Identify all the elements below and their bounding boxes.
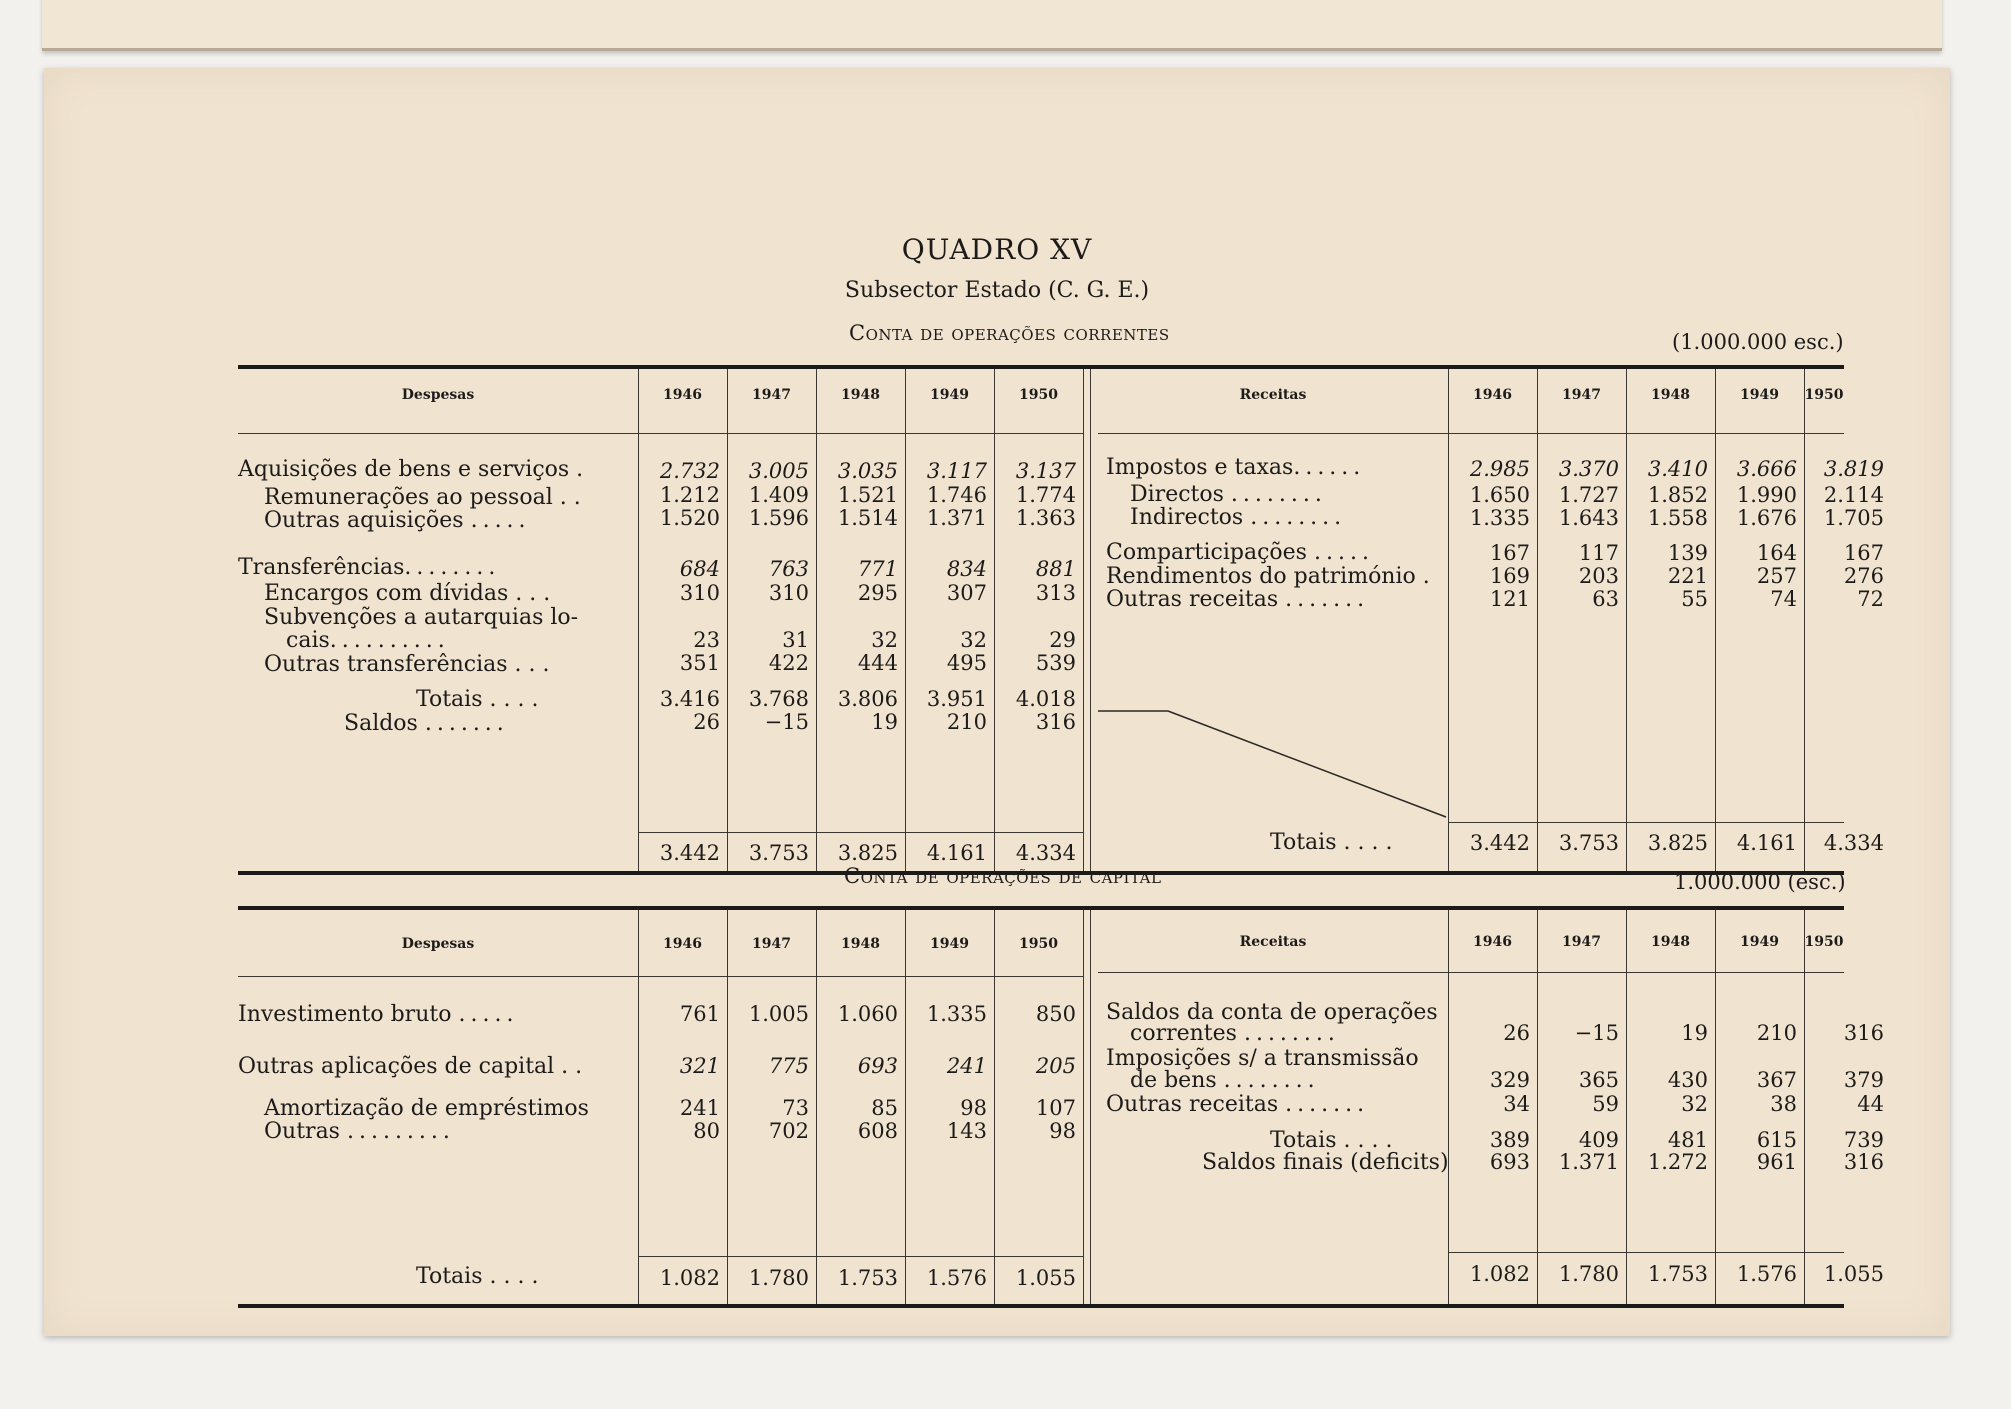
row-label: Rendimentos do património . xyxy=(1106,564,1430,589)
receitas-header: Receitas xyxy=(1239,387,1307,403)
table-cell: 693 xyxy=(857,1054,898,1078)
total-cell: 3.442 xyxy=(1469,831,1530,855)
table-cell: 310 xyxy=(679,581,720,605)
table-cell: 850 xyxy=(1035,1002,1076,1026)
year-header: 1948 xyxy=(1651,387,1690,403)
table-cell: 1.212 xyxy=(659,483,720,507)
row-label: cais.......... xyxy=(286,628,450,653)
table-cell: 107 xyxy=(1035,1096,1076,1120)
row-label: Directos ........ xyxy=(1130,482,1327,507)
table-cell: 1.514 xyxy=(837,506,898,530)
table-cell: 316 xyxy=(1843,1150,1884,1174)
total-cell: 1.753 xyxy=(1647,1262,1708,1286)
total-cell: 1.082 xyxy=(659,1266,720,1290)
table-cell: 1.520 xyxy=(659,506,720,530)
table-cell: 85 xyxy=(871,1096,898,1120)
table-cell: 29 xyxy=(1049,628,1076,652)
row-label: correntes ........ xyxy=(1130,1021,1340,1046)
table-cell: 257 xyxy=(1756,564,1797,588)
total-cell: 1.576 xyxy=(926,1266,987,1290)
row-label: Outras ......... xyxy=(264,1119,455,1144)
table-cell: 3.806 xyxy=(837,687,898,711)
table-cell: 1.060 xyxy=(837,1002,898,1026)
table-cell: 409 xyxy=(1578,1128,1619,1152)
table-cell: 961 xyxy=(1756,1150,1797,1174)
table-cell: 3.370 xyxy=(1558,457,1619,481)
table-cell: 210 xyxy=(946,710,987,734)
table-cell: 34 xyxy=(1503,1092,1530,1116)
capital-table xyxy=(238,906,1884,1314)
year-header: 1949 xyxy=(1740,934,1779,950)
table-cell: 3.819 xyxy=(1823,457,1884,481)
year-header: 1950 xyxy=(1019,387,1058,403)
table-cell: 389 xyxy=(1489,1128,1530,1152)
table-cell: −15 xyxy=(1574,1021,1619,1045)
table-cell: 73 xyxy=(782,1096,809,1120)
year-header: 1950 xyxy=(1804,934,1844,950)
row-label: Impostos e taxas...... xyxy=(1106,455,1366,480)
table-cell: 26 xyxy=(693,710,720,734)
row-label: Outras receitas ....... xyxy=(1106,587,1370,612)
table-cell: 3.035 xyxy=(837,459,898,483)
table-cell: 329 xyxy=(1489,1068,1530,1092)
total-cell: 3.753 xyxy=(1558,831,1619,855)
year-header: 1946 xyxy=(663,936,702,952)
table-cell: 321 xyxy=(679,1054,720,1078)
table-cell: 31 xyxy=(782,628,809,652)
total-cell: 4.334 xyxy=(1823,831,1884,855)
row-label: Totais . . . . xyxy=(1270,830,1393,855)
table-cell: 1.596 xyxy=(748,506,809,530)
table-cell: 615 xyxy=(1756,1128,1797,1152)
row-label: Saldos ....... xyxy=(344,711,509,736)
table-cell: 80 xyxy=(693,1119,720,1143)
row-label: Remunerações ao pessoal . . xyxy=(264,485,581,510)
table-cell: 167 xyxy=(1843,541,1884,565)
table-cell: 771 xyxy=(857,557,898,581)
table-cell: 444 xyxy=(857,651,898,675)
table-cell: 72 xyxy=(1857,587,1884,611)
year-header: 1947 xyxy=(752,936,791,952)
table-cell: 702 xyxy=(768,1119,809,1143)
table-cell: 608 xyxy=(857,1119,898,1143)
table-cell: 2.732 xyxy=(659,459,720,483)
total-cell: 1.780 xyxy=(748,1266,809,1290)
table-cell: 1.643 xyxy=(1558,506,1619,530)
table-cell: 422 xyxy=(768,651,809,675)
total-cell: 1.576 xyxy=(1736,1262,1797,1286)
table-cell: 1.558 xyxy=(1647,506,1708,530)
table-cell: 775 xyxy=(768,1054,809,1078)
table-cell: 1.521 xyxy=(837,483,898,507)
total-cell: 3.825 xyxy=(1647,831,1708,855)
table-cell: 241 xyxy=(679,1096,720,1120)
table-cell: 1.746 xyxy=(926,483,987,507)
row-label: Totais . . . . xyxy=(416,1264,539,1289)
table-cell: 3.416 xyxy=(659,687,720,711)
table-cell: 143 xyxy=(946,1119,987,1143)
row-label: Outras aplicações de capital . . xyxy=(238,1054,583,1079)
row-label: Indirectos ........ xyxy=(1130,505,1347,530)
year-header: 1949 xyxy=(1740,387,1779,403)
table-cell: 74 xyxy=(1770,587,1797,611)
document-page xyxy=(44,68,1950,1336)
total-cell: 4.334 xyxy=(1015,841,1076,865)
table-cell: 23 xyxy=(693,628,720,652)
table-cell: 881 xyxy=(1035,557,1076,581)
table-cell: 693 xyxy=(1489,1150,1530,1174)
table-cell: 739 xyxy=(1843,1128,1884,1152)
table-cell: 139 xyxy=(1667,541,1708,565)
row-label: Amortização de empréstimos xyxy=(264,1096,589,1121)
row-label: Subvenções a autarquias lo- xyxy=(264,605,579,630)
table-cell: 684 xyxy=(679,557,720,581)
table-cell: 117 xyxy=(1578,541,1619,565)
table-cell: 1.409 xyxy=(748,483,809,507)
capital-unit: 1.000.000 (esc.) xyxy=(1674,870,1846,894)
table-cell: −15 xyxy=(764,710,809,734)
table-cell: 38 xyxy=(1770,1092,1797,1116)
table-cell: 481 xyxy=(1667,1128,1708,1152)
row-label: Imposições s/ a transmissão xyxy=(1106,1046,1419,1071)
table-cell: 205 xyxy=(1035,1054,1076,1078)
table-cell: 1.272 xyxy=(1647,1150,1708,1174)
table-cell: 761 xyxy=(679,1002,720,1026)
table-cell: 1.705 xyxy=(1823,506,1884,530)
table-cell: 1.852 xyxy=(1647,483,1708,507)
table-cell: 44 xyxy=(1857,1092,1884,1116)
row-label: Totais . . . . xyxy=(1270,1128,1393,1153)
table-cell: 3.666 xyxy=(1736,457,1797,481)
correntes-unit: (1.000.000 esc.) xyxy=(1672,330,1844,354)
table-cell: 763 xyxy=(768,557,809,581)
table-cell: 1.676 xyxy=(1736,506,1797,530)
table-cell: 121 xyxy=(1489,587,1530,611)
row-label: Encargos com dívidas . . . xyxy=(264,581,551,606)
total-cell: 3.753 xyxy=(748,841,809,865)
table-cell: 1.774 xyxy=(1015,483,1076,507)
table-cell: 203 xyxy=(1578,564,1619,588)
row-label: Outras transferências . . . xyxy=(264,652,550,677)
year-header: 1947 xyxy=(1562,387,1601,403)
table-cell: 98 xyxy=(1049,1119,1076,1143)
table-cell: 26 xyxy=(1503,1021,1530,1045)
table-cell: 430 xyxy=(1667,1068,1708,1092)
table-cell: 1.727 xyxy=(1558,483,1619,507)
despesas-header: Despesas xyxy=(401,936,475,952)
table-cell: 307 xyxy=(946,581,987,605)
year-header: 1950 xyxy=(1019,936,1058,952)
diagonal-line xyxy=(1098,710,1448,820)
total-cell: 3.442 xyxy=(659,841,720,865)
row-label: Totais . . . . xyxy=(416,687,539,712)
table-cell: 310 xyxy=(768,581,809,605)
total-cell: 4.161 xyxy=(1736,831,1797,855)
page-subtitle: Subsector Estado (C. G. E.) xyxy=(844,278,1150,303)
table-cell: 295 xyxy=(857,581,898,605)
year-header: 1948 xyxy=(1651,934,1690,950)
capital-title: Conta de operações de capital xyxy=(844,864,1162,888)
table-cell: 241 xyxy=(946,1054,987,1078)
correntes-title: Conta de operações correntes xyxy=(849,321,1170,345)
previous-page-edge xyxy=(42,0,1942,51)
table-cell: 1.990 xyxy=(1736,483,1797,507)
table-cell: 1.335 xyxy=(1469,506,1530,530)
receitas-header: Receitas xyxy=(1239,934,1307,950)
row-label: Outras aquisições ..... xyxy=(264,508,531,533)
table-cell: 1.363 xyxy=(1015,506,1076,530)
year-header: 1946 xyxy=(1473,934,1512,950)
table-cell: 32 xyxy=(960,628,987,652)
table-cell: 3.410 xyxy=(1647,457,1708,481)
table-cell: 59 xyxy=(1592,1092,1619,1116)
table-cell: 367 xyxy=(1756,1068,1797,1092)
table-cell: 98 xyxy=(960,1096,987,1120)
row-label: Outras receitas ....... xyxy=(1106,1092,1370,1117)
table-cell: 3.951 xyxy=(926,687,987,711)
table-cell: 19 xyxy=(1681,1021,1708,1045)
table-cell: 210 xyxy=(1756,1021,1797,1045)
table-cell: 3.768 xyxy=(748,687,809,711)
row-label: Aquisições de bens e serviços . xyxy=(238,457,584,482)
table-cell: 495 xyxy=(946,651,987,675)
table-cell: 19 xyxy=(871,710,898,734)
total-cell: 3.825 xyxy=(837,841,898,865)
row-label: de bens ........ xyxy=(1130,1068,1320,1093)
year-header: 1946 xyxy=(663,387,702,403)
table-cell: 169 xyxy=(1489,564,1530,588)
table-cell: 221 xyxy=(1667,564,1708,588)
total-cell: 1.055 xyxy=(1823,1262,1884,1286)
table-cell: 379 xyxy=(1843,1068,1884,1092)
table-cell: 313 xyxy=(1035,581,1076,605)
table-cell: 1.005 xyxy=(748,1002,809,1026)
table-cell: 167 xyxy=(1489,541,1530,565)
total-cell: 4.161 xyxy=(926,841,987,865)
row-label: Investimento bruto ..... xyxy=(238,1002,519,1027)
year-header: 1948 xyxy=(841,387,880,403)
table-cell: 351 xyxy=(679,651,720,675)
table-cell: 164 xyxy=(1756,541,1797,565)
table-cell: 3.137 xyxy=(1015,459,1076,483)
total-cell: 1.055 xyxy=(1015,1266,1076,1290)
table-cell: 1.650 xyxy=(1469,483,1530,507)
year-header: 1946 xyxy=(1473,387,1512,403)
total-cell: 1.082 xyxy=(1469,1262,1530,1286)
row-label: Saldos finais (deficits) xyxy=(1202,1150,1449,1175)
total-cell: 1.780 xyxy=(1558,1262,1619,1286)
table-cell: 55 xyxy=(1681,587,1708,611)
table-cell: 1.371 xyxy=(1558,1150,1619,1174)
table-cell: 316 xyxy=(1035,710,1076,734)
table-cell: 316 xyxy=(1843,1021,1884,1045)
year-header: 1947 xyxy=(1562,934,1601,950)
year-header: 1948 xyxy=(841,936,880,952)
table-cell: 1.335 xyxy=(926,1002,987,1026)
table-cell: 276 xyxy=(1843,564,1884,588)
row-label: Transferências........ xyxy=(238,555,501,580)
table-cell: 834 xyxy=(946,557,987,581)
year-header: 1947 xyxy=(752,387,791,403)
row-label: Saldos da conta de operações xyxy=(1106,1000,1438,1025)
year-header: 1949 xyxy=(930,387,969,403)
table-cell: 2.114 xyxy=(1823,483,1884,507)
table-cell: 2.985 xyxy=(1469,457,1530,481)
table-cell: 63 xyxy=(1592,587,1619,611)
correntes-table xyxy=(238,365,1884,875)
table-cell: 32 xyxy=(871,628,898,652)
page-title: QUADRO XV xyxy=(901,233,1093,266)
year-header: 1950 xyxy=(1804,387,1844,403)
despesas-header: Despesas xyxy=(401,387,475,403)
table-cell: 539 xyxy=(1035,651,1076,675)
table-cell: 365 xyxy=(1578,1068,1619,1092)
table-cell: 3.117 xyxy=(926,459,987,483)
table-cell: 1.371 xyxy=(926,506,987,530)
row-label: Comparticipações ..... xyxy=(1106,540,1374,565)
table-cell: 3.005 xyxy=(748,459,809,483)
year-header: 1949 xyxy=(930,936,969,952)
table-cell: 4.018 xyxy=(1015,687,1076,711)
total-cell: 1.753 xyxy=(837,1266,898,1290)
table-cell: 32 xyxy=(1681,1092,1708,1116)
